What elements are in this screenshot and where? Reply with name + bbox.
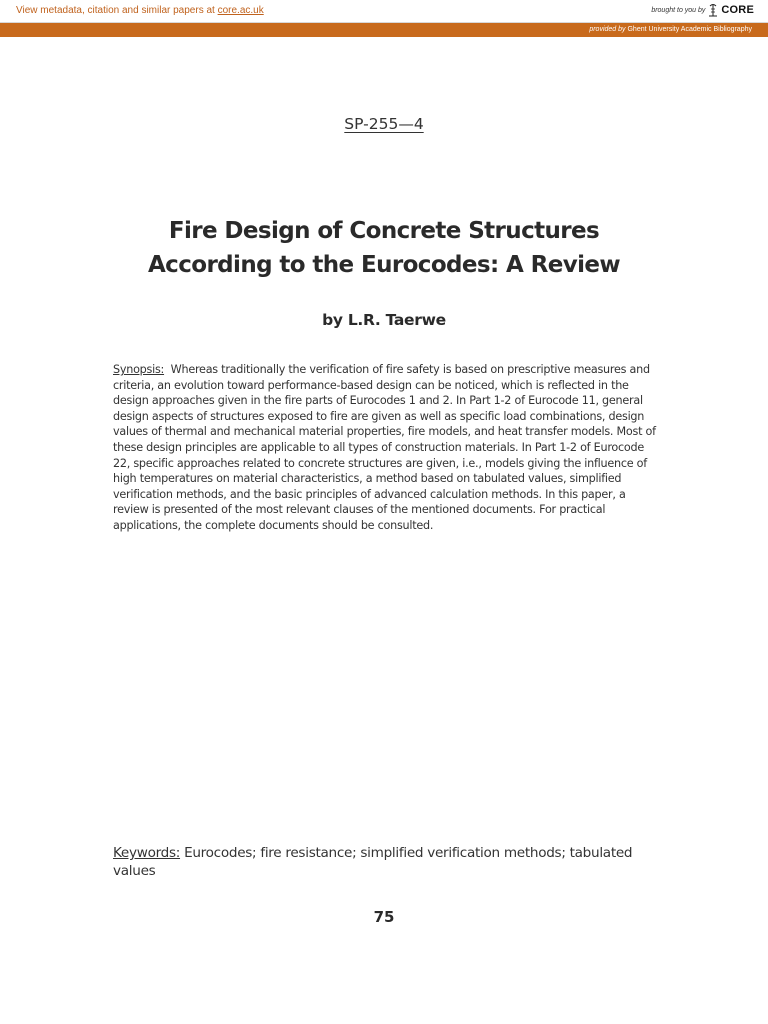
paper-id (0, 115, 768, 133)
provided-by-label: provided by (589, 26, 626, 33)
view-metadata-text (16, 5, 264, 16)
synopsis-label: Synopsis: (113, 363, 165, 376)
view-metadata-label: View metadata, citation and similar papers at (16, 5, 218, 16)
keywords-label: Keywords: (113, 845, 181, 861)
paper-title (0, 214, 768, 282)
core-logo-text: CORE (721, 4, 754, 16)
synopsis-text: Whereas traditionally the verification of fire safety is based on prescriptive measures and criteria, an evolution toward performance-based design can be noticed, which is reflected in the design approaches given in the fire parts of Eurocodes 1 and 2. In Part 1-2 of Eurocode 11, general design aspects of structures exposed to fire are given as well as specific load combinations, design values of thermal and mechanical material properties, fire models, and heat transfer models. Most of these design principles are applicable to all types of construction materials. In Part 1-2 of Eurocode 22, specific approaches related to concrete structures are given, i.e., models giving the influence of high temperatures on material characteristics, a method based on tabulated values, simplified verification methods, and the basic principles of advanced calculation methods. In this paper, a review is presented of the most relevant clauses of the mentioned documents. For practical applications, the complete documents should be consulted. (113, 363, 656, 532)
core-logo-icon (708, 3, 718, 17)
brought-by-label: brought to you by (651, 6, 706, 14)
paper-title-line-1: Fire Design of Concrete Structures (168, 218, 600, 244)
synopsis-paragraph (113, 362, 658, 534)
provided-by-source: Ghent University Academic Bibliography (627, 26, 752, 33)
keywords-paragraph (113, 844, 658, 880)
provided-by-text[interactable] (589, 26, 752, 33)
page-number: 75 (373, 908, 395, 926)
paper-title-line-2: According to the Eurocodes: A Review (147, 252, 621, 278)
paper-id-text: SP-255—4 (344, 115, 424, 133)
keywords-text: Eurocodes; fire resistance; simplified verification methods; tabulated values (113, 845, 633, 879)
core-ac-uk-link[interactable]: core.ac.uk (217, 5, 264, 16)
core-banner (0, 0, 768, 23)
provided-by-bar (0, 23, 768, 37)
paper-author: by L.R. Taerwe (322, 311, 446, 329)
brought-to-you-by[interactable] (651, 3, 754, 17)
